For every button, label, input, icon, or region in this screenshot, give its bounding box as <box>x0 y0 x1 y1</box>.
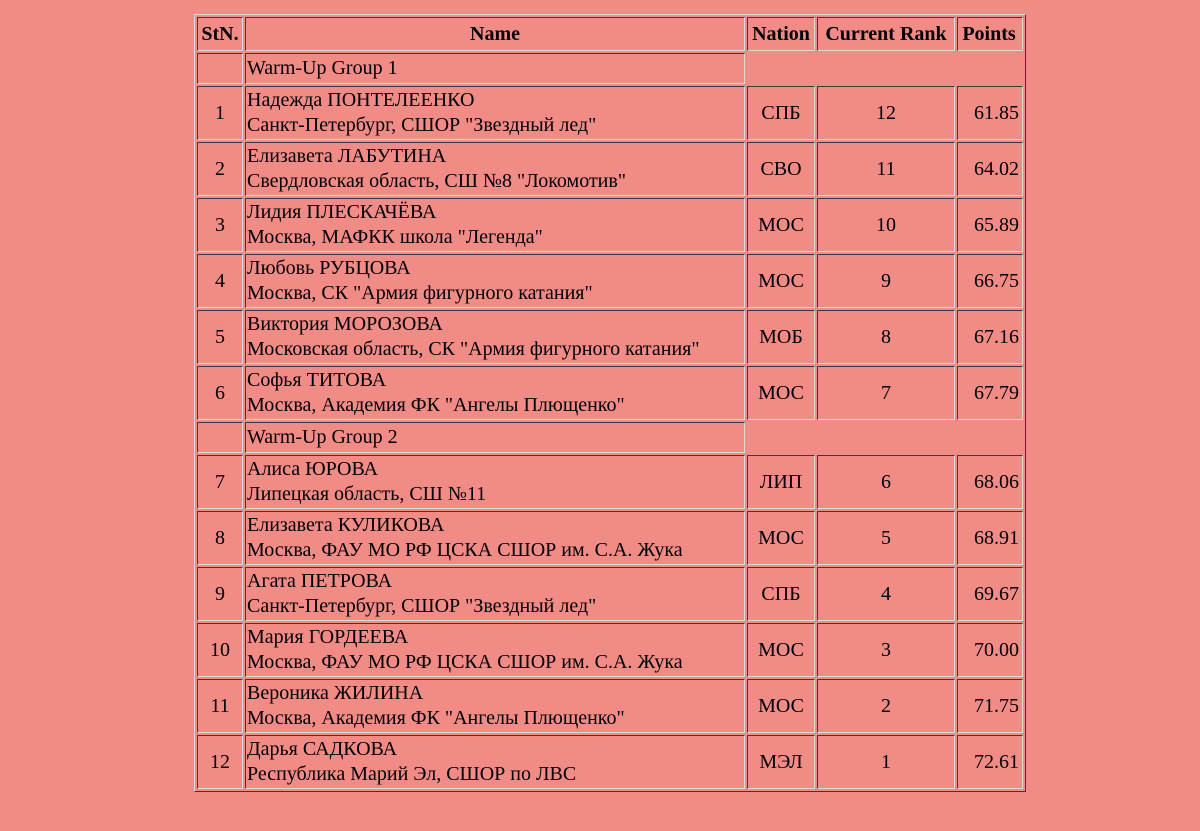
table-row <box>197 366 1023 420</box>
nation-code: МОС <box>747 679 815 733</box>
table-row <box>197 142 1023 196</box>
athlete-name: Надежда ПОНТЕЛЕЕНКО <box>247 89 475 111</box>
athlete-cell <box>245 254 745 308</box>
nation-code: СПБ <box>747 567 815 621</box>
header-points: Points <box>957 17 1023 51</box>
athlete-name: Агата ПЕТРОВА <box>247 570 393 592</box>
start-number: 3 <box>197 198 243 252</box>
table-row <box>197 511 1023 565</box>
current-rank: 12 <box>817 86 955 140</box>
current-rank: 9 <box>817 254 955 308</box>
current-rank: 4 <box>817 567 955 621</box>
athlete-name: Виктория МОРОЗОВА <box>247 313 443 335</box>
table-row <box>197 198 1023 252</box>
athlete-cell <box>245 623 745 677</box>
points: 65.89 <box>957 198 1023 252</box>
header-nation: Nation <box>747 17 815 51</box>
athlete-name: Елизавета КУЛИКОВА <box>247 514 445 536</box>
table-row <box>197 735 1023 789</box>
header-name: Name <box>245 17 745 51</box>
athlete-club: Москва, Академия ФК "Ангелы Плющенко" <box>247 394 625 416</box>
athlete-name: Любовь РУБЦОВА <box>247 257 411 279</box>
start-number: 8 <box>197 511 243 565</box>
current-rank: 1 <box>817 735 955 789</box>
results-table <box>194 14 1026 792</box>
group-empty-cell <box>197 53 243 84</box>
athlete-cell <box>245 198 745 252</box>
start-number: 6 <box>197 366 243 420</box>
current-rank: 5 <box>817 511 955 565</box>
athlete-name: Мария ГОРДЕЕВА <box>247 626 409 648</box>
points: 70.00 <box>957 623 1023 677</box>
athlete-club: Москва, ФАУ МО РФ ЦСКА СШОР им. С.А. Жука <box>247 539 683 561</box>
warm-up-group-row <box>197 422 1023 453</box>
start-number: 12 <box>197 735 243 789</box>
nation-code: МОС <box>747 623 815 677</box>
nation-code: МОС <box>747 511 815 565</box>
nation-code: СВО <box>747 142 815 196</box>
points: 69.67 <box>957 567 1023 621</box>
nation-code: ЛИП <box>747 455 815 509</box>
table-row <box>197 455 1023 509</box>
start-number: 5 <box>197 310 243 364</box>
athlete-cell <box>245 567 745 621</box>
current-rank: 8 <box>817 310 955 364</box>
points: 72.61 <box>957 735 1023 789</box>
group-spacer <box>747 422 1023 453</box>
group-spacer <box>747 53 1023 84</box>
athlete-name: Дарья САДКОВА <box>247 738 398 760</box>
table-row <box>197 254 1023 308</box>
header-row <box>197 17 1023 51</box>
warm-up-group-row <box>197 53 1023 84</box>
start-number: 10 <box>197 623 243 677</box>
points: 66.75 <box>957 254 1023 308</box>
athlete-club: Санкт-Петербург, СШОР "Звездный лед" <box>247 114 597 136</box>
athlete-cell <box>245 511 745 565</box>
athlete-club: Республика Марий Эл, СШОР по ЛВС <box>247 763 577 785</box>
points: 68.91 <box>957 511 1023 565</box>
points: 67.16 <box>957 310 1023 364</box>
athlete-cell <box>245 679 745 733</box>
start-number: 4 <box>197 254 243 308</box>
results-table-container <box>194 14 1026 792</box>
athlete-club: Москва, МАФКК школа "Легенда" <box>247 226 543 248</box>
table-row <box>197 310 1023 364</box>
current-rank: 6 <box>817 455 955 509</box>
header-current-rank: Current Rank <box>817 17 955 51</box>
group-empty-cell <box>197 422 243 453</box>
warm-up-group-label: Warm-Up Group 1 <box>245 53 745 84</box>
athlete-club: Санкт-Петербург, СШОР "Звездный лед" <box>247 595 597 617</box>
athlete-club: Свердловская область, СШ №8 "Локомотив" <box>247 170 626 192</box>
athlete-name: Елизавета ЛАБУТИНА <box>247 145 447 167</box>
athlete-name: Вероника ЖИЛИНА <box>247 682 424 704</box>
start-number: 7 <box>197 455 243 509</box>
start-number: 2 <box>197 142 243 196</box>
nation-code: МОС <box>747 366 815 420</box>
current-rank: 2 <box>817 679 955 733</box>
points: 64.02 <box>957 142 1023 196</box>
athlete-cell <box>245 735 745 789</box>
athlete-name: Софья ТИТОВА <box>247 369 387 391</box>
start-number: 9 <box>197 567 243 621</box>
nation-code: СПБ <box>747 86 815 140</box>
points: 61.85 <box>957 86 1023 140</box>
table-row <box>197 623 1023 677</box>
athlete-name: Алиса ЮРОВА <box>247 458 379 480</box>
points: 68.06 <box>957 455 1023 509</box>
start-number: 11 <box>197 679 243 733</box>
header-stn: StN. <box>197 17 243 51</box>
current-rank: 3 <box>817 623 955 677</box>
athlete-club: Липецкая область, СШ №11 <box>247 483 487 505</box>
points: 67.79 <box>957 366 1023 420</box>
table-row <box>197 567 1023 621</box>
athlete-cell <box>245 455 745 509</box>
nation-code: МОС <box>747 254 815 308</box>
nation-code: МЭЛ <box>747 735 815 789</box>
athlete-cell <box>245 366 745 420</box>
athlete-club: Московская область, СК "Армия фигурного катания" <box>247 338 700 360</box>
current-rank: 10 <box>817 198 955 252</box>
athlete-club: Москва, СК "Армия фигурного катания" <box>247 282 593 304</box>
start-number: 1 <box>197 86 243 140</box>
current-rank: 11 <box>817 142 955 196</box>
athlete-cell <box>245 310 745 364</box>
table-row <box>197 679 1023 733</box>
results-body <box>197 53 1023 789</box>
nation-code: МОБ <box>747 310 815 364</box>
current-rank: 7 <box>817 366 955 420</box>
athlete-name: Лидия ПЛЕСКАЧЁВА <box>247 201 437 223</box>
nation-code: МОС <box>747 198 815 252</box>
athlete-club: Москва, ФАУ МО РФ ЦСКА СШОР им. С.А. Жука <box>247 651 683 673</box>
warm-up-group-label: Warm-Up Group 2 <box>245 422 745 453</box>
table-row <box>197 86 1023 140</box>
athlete-cell <box>245 86 745 140</box>
athlete-club: Москва, Академия ФК "Ангелы Плющенко" <box>247 707 625 729</box>
points: 71.75 <box>957 679 1023 733</box>
athlete-cell <box>245 142 745 196</box>
